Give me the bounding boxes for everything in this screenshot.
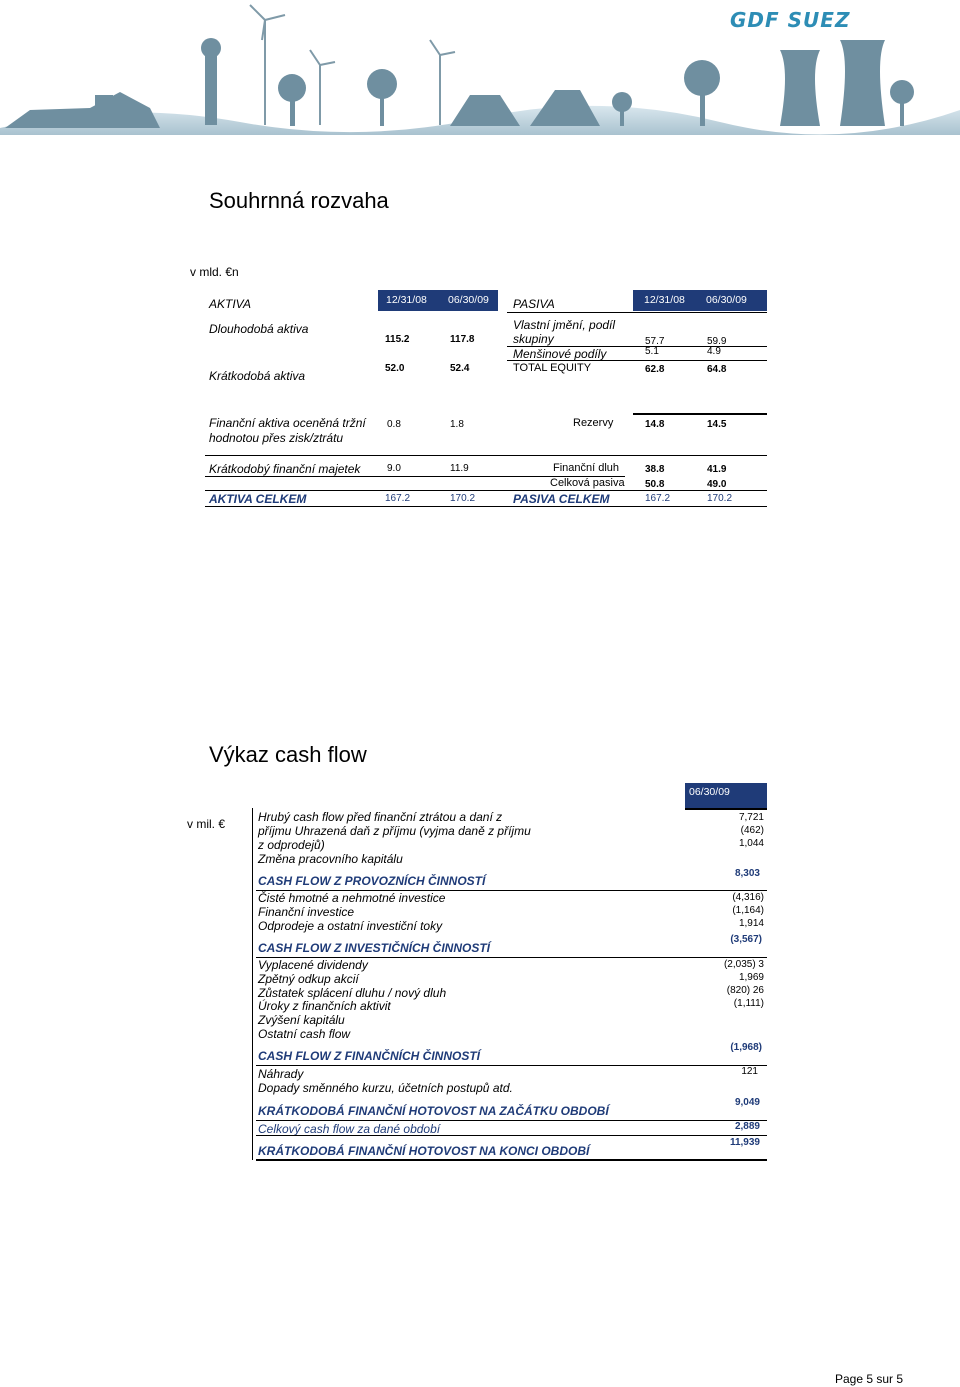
fin-value-3: (820) 26 xyxy=(726,985,764,996)
pasiva-celkem-v2: 170.2 xyxy=(707,493,733,504)
financni-label: CASH FLOW Z FINANČNÍCH ČINNOSTÍ xyxy=(258,1049,480,1063)
zacatek-value: 9,049 xyxy=(734,1097,760,1108)
mensinove-v2: 4.9 xyxy=(707,346,721,357)
provozni-label: CASH FLOW Z PROVOZNÍCH ČINNOSTÍ xyxy=(258,874,486,888)
divider xyxy=(507,360,767,361)
invest-line-3: Odprodeje a ostatní investiční toky xyxy=(258,919,443,933)
intro-value-2: (462) xyxy=(740,825,764,836)
fin-line-3: Zůstatek splácení dluhu / nový dluh xyxy=(258,986,447,1000)
divider xyxy=(256,1065,767,1066)
intro-line-2: příjmu Uhrazená daň z příjmu (vyjma daně z příjmu xyxy=(258,824,531,838)
invest-value-2: (1,164) xyxy=(732,905,764,916)
total-equity-v1: 62.8 xyxy=(645,364,665,375)
kratkodoby-majetek-v2: 11.9 xyxy=(450,463,469,474)
kratkodoby-majetek-v1: 9.0 xyxy=(387,463,401,474)
fin-line-6: Ostatní cash flow xyxy=(258,1027,351,1041)
financni-aktiva-v1: 0.8 xyxy=(387,419,401,430)
page-number: Page 5 sur 5 xyxy=(835,1372,904,1386)
divider xyxy=(205,490,767,491)
celkovy-value: 2,889 xyxy=(734,1121,760,1132)
vlastni-v2: 59.9 xyxy=(707,336,727,347)
intro-line-4: Změna pracovního kapitálu xyxy=(258,852,403,866)
cashflow-unit: v mil. € xyxy=(187,817,226,831)
pasiva-column-header: 12/31/08 06/30/09 xyxy=(633,290,767,311)
divider xyxy=(256,1135,767,1136)
celkova-pasiva-v1: 50.8 xyxy=(645,479,665,490)
intro-value-1: 7,721 xyxy=(738,812,764,823)
kratkodoba-v2: 52.4 xyxy=(450,363,470,374)
aktiva-column-header: 12/31/08 06/30/09 xyxy=(378,290,498,311)
aktiva-celkem-label: AKTIVA CELKEM xyxy=(209,492,307,506)
intro-value-3: 1,044 xyxy=(738,838,764,849)
cashflow-column-header: 06/30/09 xyxy=(685,783,767,808)
balance-unit: v mld. €n xyxy=(190,265,239,279)
rezervy-v1: 14.8 xyxy=(645,419,665,430)
company-logo: GDF SUEZ xyxy=(730,8,851,32)
investicni-value: (3,567) xyxy=(730,934,762,945)
intro-line-1: Hrubý cash flow před finanční ztrátou a daní z xyxy=(258,810,503,824)
fin-line-5: Zvýšení kapitálu xyxy=(258,1013,345,1027)
aktiva-heading: AKTIVA xyxy=(209,297,252,311)
dlouhodoba-v2: 117.8 xyxy=(450,334,475,345)
invest-value-3: 1,914 xyxy=(738,918,764,929)
aktiva-celkem-v2: 170.2 xyxy=(450,493,476,504)
financni-aktiva-label-2: hodnotou přes zisk/ztrátu xyxy=(209,431,344,445)
divider xyxy=(252,808,253,1160)
celkovy-label: Celkový cash flow za dané období xyxy=(258,1122,441,1136)
rezervy-v2: 14.5 xyxy=(707,419,727,430)
invest-line-1: Čisté hmotné a nehmotné investice xyxy=(258,891,446,905)
celkova-pasiva-label: Celková pasiva xyxy=(550,477,625,489)
fin-value-1: (2,035) 3 xyxy=(723,959,764,970)
invest-line-2: Finanční investice xyxy=(258,905,355,919)
pasiva-heading: PASIVA xyxy=(513,297,555,311)
kratkodoba-v1: 52.0 xyxy=(385,363,405,374)
financni-aktiva-label-1: Finanční aktiva oceněná tržní xyxy=(209,416,366,430)
divider xyxy=(507,312,767,313)
aktiva-celkem-v1: 167.2 xyxy=(385,493,411,504)
dlouhodoba-v1: 115.2 xyxy=(385,334,410,345)
zacatek-label: KRÁTKODOBÁ FINANČNÍ HOTOVOST NA ZAČÁTKU OBDOBÍ xyxy=(258,1104,609,1118)
investicni-label: CASH FLOW Z INVESTIČNÍCH ČINNOSTÍ xyxy=(258,941,490,955)
vlastni-label-1: Vlastní jmění, podíl xyxy=(513,318,616,332)
fin-line-1: Vyplacené dividendy xyxy=(258,958,368,972)
header-banner xyxy=(0,0,960,135)
invest-value-1: (4,316) xyxy=(732,892,764,903)
divider xyxy=(256,1120,767,1121)
total-equity-v2: 64.8 xyxy=(707,364,727,375)
fin-line-4: Úroky z finančních aktivit xyxy=(258,999,391,1013)
total-equity-label: TOTAL EQUITY xyxy=(513,362,592,374)
konec-label: KRÁTKODOBÁ FINANČNÍ HOTOVOST NA KONCI OBDOBÍ xyxy=(258,1144,590,1158)
kratkodoba-label: Krátkodobá aktiva xyxy=(209,369,306,383)
financni-dluh-v2: 41.9 xyxy=(707,464,727,475)
financni-aktiva-v2: 1.8 xyxy=(450,419,464,430)
divider xyxy=(256,1159,767,1161)
financni-dluh-label: Finanční dluh xyxy=(553,462,620,474)
provozni-value: 8,303 xyxy=(734,868,760,879)
divider xyxy=(205,455,767,456)
financni-dluh-v1: 38.8 xyxy=(645,464,665,475)
kratkodoby-majetek-label: Krátkodobý finanční majetek xyxy=(209,462,361,476)
dopady-label: Dopady směnného kurzu, účetních postupů atd. xyxy=(258,1081,513,1095)
fin-value-4: (1,111) xyxy=(733,998,764,1009)
vlastni-v1: 57.7 xyxy=(645,336,665,347)
vlastni-label-2: skupiny xyxy=(513,332,554,346)
financni-value: (1,968) xyxy=(730,1042,762,1053)
divider xyxy=(205,506,767,507)
pasiva-celkem-v1: 167.2 xyxy=(645,493,671,504)
intro-line-3: z odprodejů) xyxy=(258,838,325,852)
mensinove-v1: 5.1 xyxy=(645,346,659,357)
konec-value: 11,939 xyxy=(729,1137,760,1148)
divider xyxy=(685,808,767,810)
mensinove-label: Menšinové podíly xyxy=(513,347,607,361)
divider xyxy=(633,413,767,415)
fin-value-2: 1,969 xyxy=(738,972,764,983)
cashflow-title: Výkaz cash flow xyxy=(209,742,367,767)
nahrady-label: Náhrady xyxy=(258,1067,304,1081)
pasiva-celkem-label: PASIVA CELKEM xyxy=(513,492,610,506)
celkova-pasiva-v2: 49.0 xyxy=(707,479,727,490)
dlouhodoba-label: Dlouhodobá aktiva xyxy=(209,322,309,336)
nahrady-value: 121 xyxy=(741,1066,758,1077)
balance-title: Souhrnná rozvaha xyxy=(209,188,389,213)
rezervy-label: Rezervy xyxy=(573,417,614,429)
fin-line-2: Zpětný odkup akcií xyxy=(258,972,359,986)
